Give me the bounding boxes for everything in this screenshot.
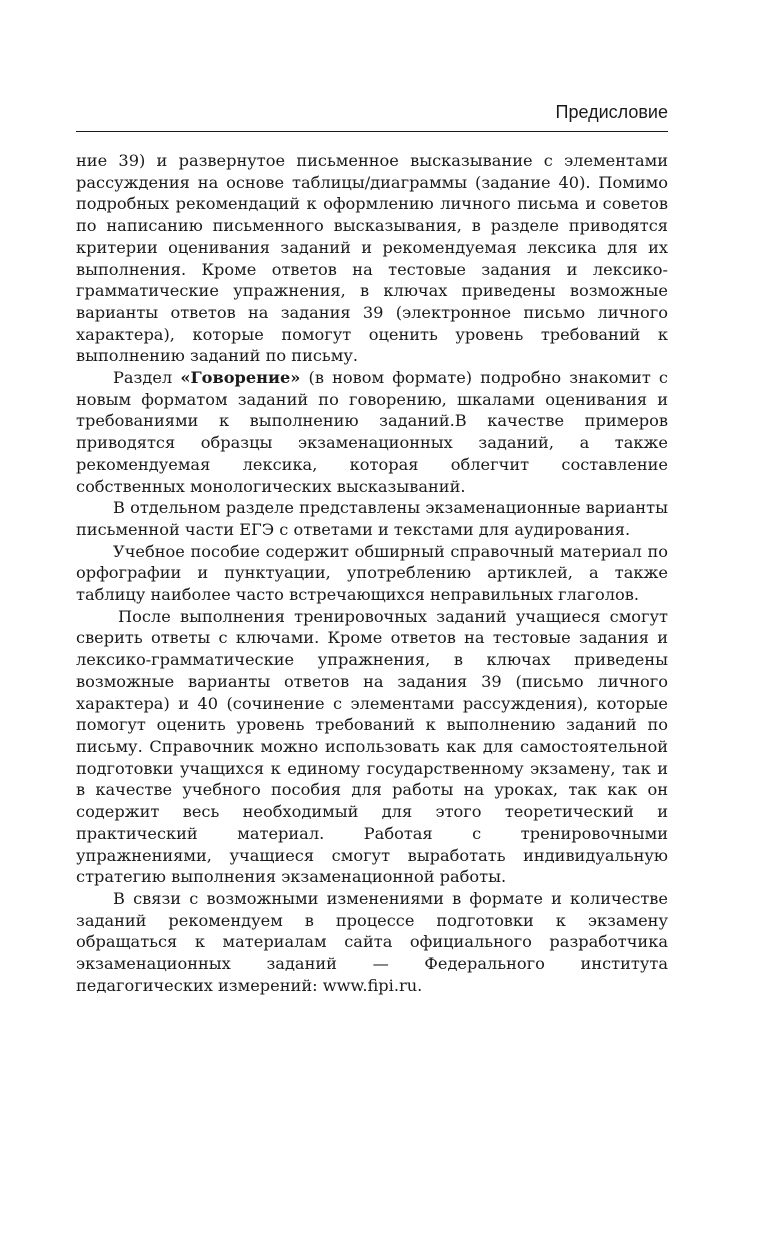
paragraph-speaking-intro: Раздел (113, 368, 181, 388)
paragraph-keys: После выполнения тренировочных заданий учащиеся смогут сверить ответы с ключами. Кроме ответов на тестовые задания и лексико-грамматические упражнения, в ключах приведены возможные варианты ответов на задания 39 (письмо личного характера) и 40 (сочинение с элементами рассуждения), которые помогут оценить уровень требований к выполнению заданий по письму. Справочник можно использовать как для самостоятельной подготовки учащихся к единому государственному экзамену, так и в качестве учебного пособия для работы на уроках, так как он содержит весь необходимый для этого теоретический и практический материал. Работая с тренировочными упражнениями, учащиеся смогут выработать индивидуальную стратегию выполнения экзаменационной работы. (76, 606, 668, 887)
paragraph-speaking-section (76, 367, 668, 497)
body-text (76, 150, 668, 996)
paragraph-speaking-text: (в новом формате) подробно знакомит с новым форматом заданий по говорению, шкалами оценивания и требованиями к выполнению заданий.В качестве примеров приводятся образцы экзаменационных заданий, а также рекомендуемая лексика, которая облегчит составление собственных монологических высказываний. (76, 368, 668, 496)
paragraph-reference-material: Учебное пособие содержит обширный справочный материал по орфографии и пунктуации, употреблению артиклей, а также таблицу наиболее часто встречающихся неправильных глаголов. (76, 541, 668, 605)
paragraph-continuation: ние 39) и развернутое письменное высказывание с элементами рассуждения на основе таблицы/диаграммы (задание 40). Помимо подробных рекомендаций к оформлению личного письма и советов по написанию письменного высказывания, в разделе приводятся критерии оценивания заданий и рекомендуемая лексика для их выполнения. Кроме ответов на тестовые задания и лексико-грамматические упражнения, в ключах приведены возможные варианты ответов на задания 39 (электронное письмо личного характера), которые помогут оценить уровень требований к выполнению заданий по письму. (76, 151, 668, 366)
paragraph-exam-variants: В отдельном разделе представлены экзаменационные варианты письменной части ЕГЭ с ответами и текстами для аудирования. (76, 498, 668, 539)
header-rule (76, 131, 668, 132)
section-name-speaking: «Говорение» (180, 368, 301, 388)
running-title: Предисловие (555, 102, 668, 122)
paragraph-fipi: В связи с возможными изменениями в формате и количестве заданий рекомендуем в процессе подготовки к экзамену обращаться к материалам сайта официального разработчика экзаменационных заданий — Федерального института педагогических измерений: www.fipi.ru. (76, 888, 668, 995)
